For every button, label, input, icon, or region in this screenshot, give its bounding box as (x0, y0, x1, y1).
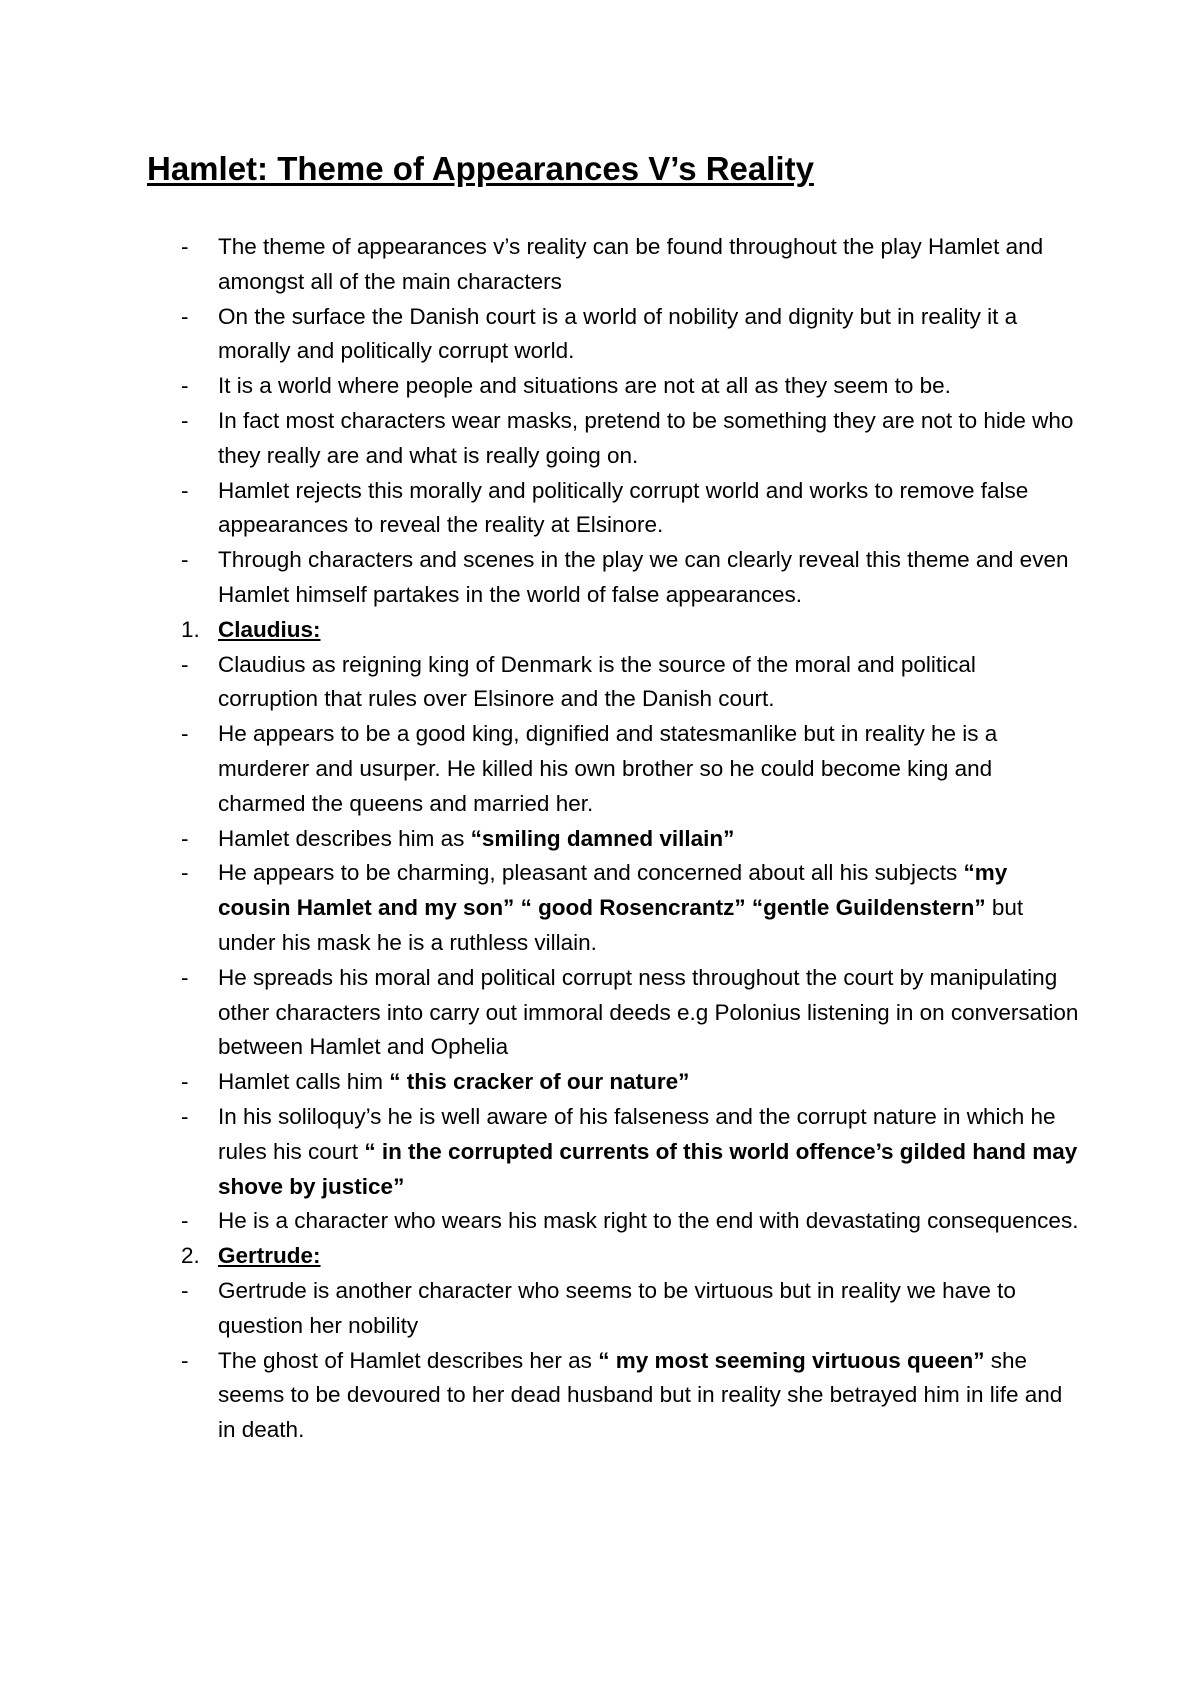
bullet-text: The theme of appearances v’s reality can be found throughout the play Hamlet and amongst all of the main characters (218, 234, 1044, 294)
bullet-marker: - (181, 234, 189, 259)
bullet-marker: - (181, 1103, 189, 1129)
bullet-text: He spreads his moral and political corrupt ness throughout the court by manipulating other characters into carry out immoral deeds e.g Polonius listening in on conversation between Hamlet and Ophelia (218, 964, 1079, 1060)
bullet-item (181, 822, 1081, 857)
bullet-item (181, 1100, 1081, 1204)
bullet-marker: - (181, 477, 189, 503)
section-heading (181, 613, 1081, 648)
bullet-item (181, 648, 1081, 718)
bullet-text: In his soliloquy’s he is well aware of his falseness and the corrupt nature in which he rules his court (218, 1103, 1056, 1164)
bullet-item (181, 369, 1081, 404)
bullet-item (181, 717, 1081, 821)
bullet-text: Gertrude is another character who seems to be virtuous but in reality we have to question her nobility (218, 1277, 1016, 1338)
bullet-text: she seems to be devoured to her dead husband but in reality she betrayed him in life and in death. (218, 1347, 1063, 1443)
section-heading-text: Gertrude: (218, 1243, 321, 1269)
bullet-text: but under his mask he is a ruthless villain. (218, 895, 1024, 955)
bullet-text: In fact most characters wear masks, pretend to be something they are not to hide who they really are and what is really going on. (218, 407, 1074, 468)
bullet-marker: - (181, 547, 189, 573)
document-title: Hamlet: Theme of Appearances V’s Reality (147, 150, 814, 187)
bullet-marker: - (181, 964, 189, 990)
bullet-item (181, 1274, 1081, 1344)
bullet-text: The ghost of Hamlet describes her as (218, 1347, 599, 1373)
bullet-marker: - (181, 1208, 189, 1234)
quotation-text: “ my most seeming virtuous queen” (598, 1347, 985, 1373)
bullet-marker: - (181, 721, 189, 747)
bullet-marker: - (181, 825, 189, 851)
bullet-item (181, 543, 1081, 613)
bullet-text: He appears to be a good king, dignified and statesmanlike but in reality he is a murderer and usurper. He killed his own brother so he could become king and charmed the queens and married her. (218, 721, 998, 816)
bullet-item (181, 1344, 1081, 1448)
bullet-marker: - (181, 373, 189, 399)
section-heading (181, 1239, 1081, 1274)
bullet-item (181, 300, 1081, 370)
quotation-text: “smiling damned villain” (470, 825, 735, 851)
bullet-text: Hamlet calls him (218, 1069, 390, 1095)
bullet-marker: - (181, 303, 189, 329)
bullet-item (181, 230, 1081, 300)
quotation-text: “ this cracker of our nature” (389, 1069, 690, 1095)
bullet-text: Hamlet describes him as (218, 825, 471, 851)
bullet-item (181, 856, 1081, 960)
bullet-marker: - (181, 1277, 189, 1303)
document-body (181, 230, 1081, 1448)
bullet-item (181, 1204, 1081, 1239)
bullet-item (181, 961, 1081, 1065)
bullet-marker: - (181, 860, 189, 886)
bullet-text: Hamlet rejects this morally and politically corrupt world and works to remove false appearances to reveal the reality at Elsinore. (218, 477, 1029, 538)
bullet-text: He is a character who wears his mask right to the end with devastating consequences. (218, 1208, 1079, 1234)
bullet-marker: - (181, 407, 189, 433)
section-heading-text: Claudius: (218, 616, 321, 642)
bullet-marker: - (181, 651, 189, 677)
list-number: 2. (181, 1243, 200, 1269)
bullet-item (181, 404, 1081, 474)
bullet-text: It is a world where people and situations are not at all as they seem to be. (218, 373, 951, 399)
bullet-text: Claudius as reigning king of Denmark is the source of the moral and political corruption that rules over Elsinore and the Danish court. (218, 651, 976, 712)
bullet-text: Through characters and scenes in the play we can clearly reveal this theme and even Hamlet himself partakes in the world of false appearances. (218, 547, 1069, 607)
quotation-text: “my cousin Hamlet and my son” “ good Rosencrantz” “gentle Guildenstern” (218, 860, 1008, 921)
bullet-text: He appears to be charming, pleasant and concerned about all his subjects (218, 860, 964, 886)
bullet-marker: - (181, 1069, 189, 1095)
bullet-text: On the surface the Danish court is a world of nobility and dignity but in reality it a morally and politically corrupt world. (218, 303, 1018, 364)
bullet-item (181, 474, 1081, 544)
bullet-marker: - (181, 1347, 189, 1373)
bullet-item (181, 1065, 1081, 1100)
quotation-text: “ in the corrupted currents of this world offence’s gilded hand may shove by justice” (218, 1138, 1078, 1199)
list-number: 1. (181, 616, 200, 642)
